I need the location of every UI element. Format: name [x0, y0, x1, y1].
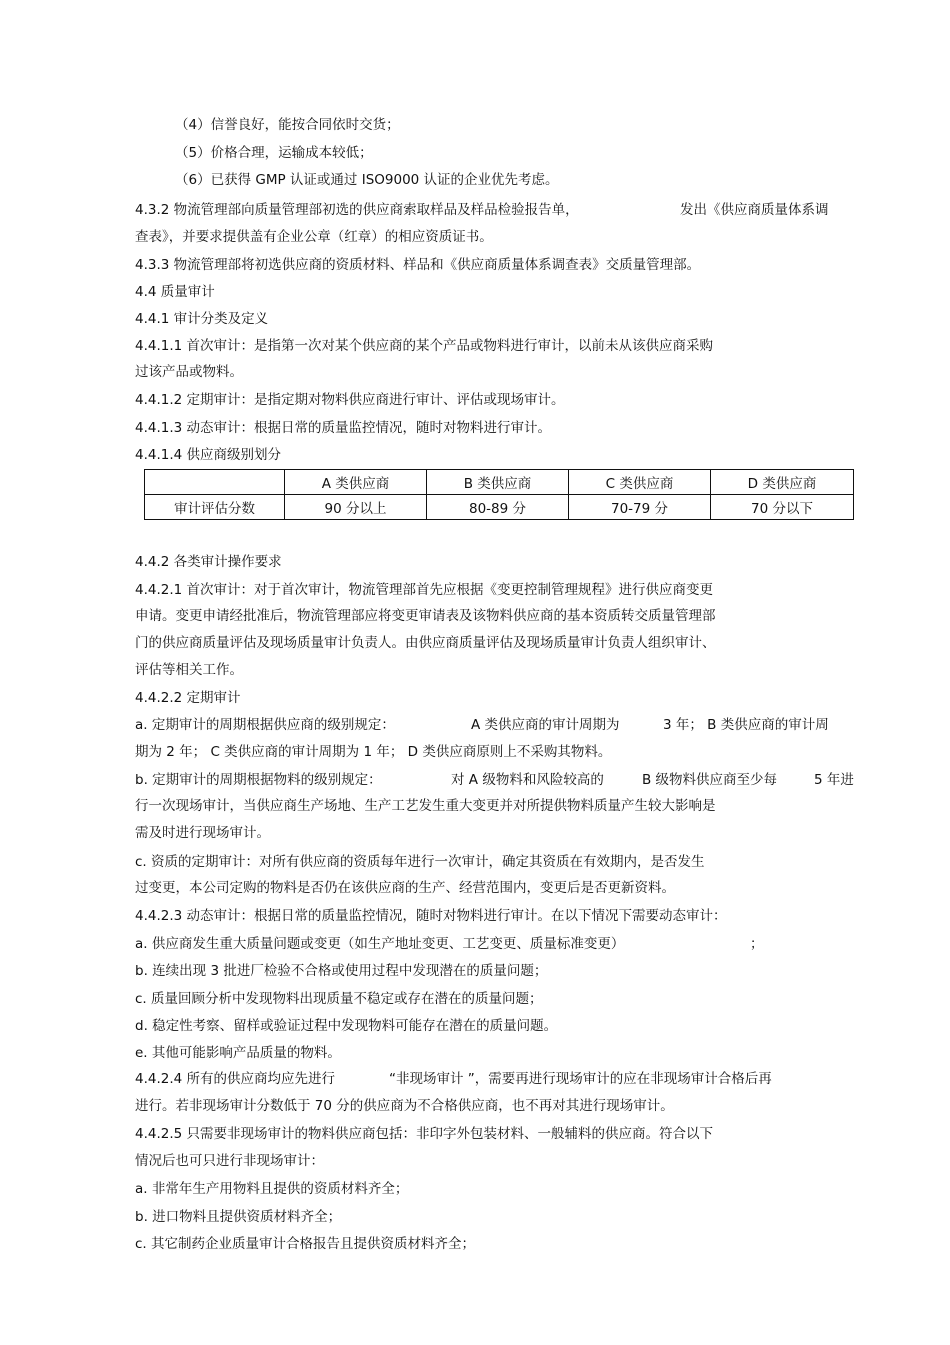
- section-4-4-2-1-line2: 申请。变更申请经批准后，物流管理部应将变更审请表及该物料供应商的基本资质转交质量管理部: [135, 608, 716, 624]
- section-4-4-1-1-line1: 4.4.1.1 首次审计：是指第一次对某个供应商的某个产品或物料进行审计，以前未从该供应商采购: [135, 338, 714, 354]
- section-4-4-2-3-a: a. 供应商发生重大质量问题或变更（如生产地址变更、工艺变更、质量标准变更） ；: [135, 936, 764, 952]
- section-4-4-1-4: 4.4.1.4 供应商级别划分: [135, 447, 282, 463]
- list-item-4: （4）信誉良好，能按合同依时交货；: [175, 117, 400, 133]
- section-4-4-2-2-c-line2: 过变更，本公司定购的物料是否仍在该供应商的生产、经营范围内，变更后是否更新资料。: [135, 880, 675, 896]
- table-row: [145, 495, 854, 520]
- section-4-4-2-5-c: c. 其它制药企业质量审计合格报告且提供资质材料齐全；: [135, 1236, 476, 1252]
- section-4-4-2-1-line4: 评估等相关工作。: [135, 662, 243, 678]
- section-4-4-2-3-d: d. 稳定性考察、留样或验证过程中发现物料可能存在潜在的质量问题。: [135, 1018, 558, 1034]
- table-header-row: [145, 470, 854, 495]
- section-4-4-2-2-heading: 4.4.2.2 定期审计: [135, 690, 241, 706]
- table-header-cell: A 类供应商: [285, 470, 427, 495]
- section-4-4-2-2-b-line3: 需及时进行现场审计。: [135, 825, 270, 841]
- section-4-4-heading: 4.4 质量审计: [135, 284, 215, 300]
- section-4-4-2-3-heading: 4.4.2.3 动态审计：根据日常的质量监控情况，随时对物料进行审计。在以下情况下需要动态审计：: [135, 908, 727, 924]
- table-header-cell: B 类供应商: [427, 470, 569, 495]
- table-cell: 90 分以上: [285, 495, 427, 520]
- section-4-4-2-3-b: b. 连续出现 3 批进厂检验不合格或使用过程中发现潜在的质量问题；: [135, 963, 548, 979]
- table-cell: 80-89 分: [427, 495, 569, 520]
- section-4-4-2-3-c: c. 质量回顾分析中发现物料出现质量不稳定或存在潜在的质量问题；: [135, 991, 543, 1007]
- section-4-4-2-2-a-line1: a. 定期审计的周期根据供应商的级别规定： A 类供应商的审计周期为 3 年； B 类供应商的审计周: [135, 717, 829, 733]
- section-4-4-2-4-line1: 4.4.2.4 所有的供应商均应先进行 “非现场审计 ”，需要再进行现场审计的应在非现场审计合格后再: [135, 1071, 772, 1087]
- section-4-3-2-line2: 查表》，并要求提供盖有企业公章（红章）的相应资质证书。: [135, 229, 493, 245]
- table-cell: 70-79 分: [569, 495, 711, 520]
- list-item-6: （6）已获得 GMP 认证或通过 ISO9000 认证的企业优先考虑。: [175, 172, 559, 188]
- table-cell: 审计评估分数: [145, 495, 285, 520]
- table-header-cell: D 类供应商: [711, 470, 854, 495]
- section-4-4-2-5-a: a. 非常年生产用物料且提供的资质材料齐全；: [135, 1181, 409, 1197]
- supplier-grade-table: [144, 469, 854, 520]
- section-4-4-2-1-line1: 4.4.2.1 首次审计：对于首次审计，物流管理部首先应根据《变更控制管理规程》进行供应商变更: [135, 582, 714, 598]
- table-header-cell: [145, 470, 285, 495]
- table-cell: 70 分以下: [711, 495, 854, 520]
- section-4-3-3: 4.3.3 物流管理部将初选供应商的资质材料、样品和《供应商质量体系调查表》交质量管理部。: [135, 257, 701, 273]
- section-4-4-2-2-a-line2: 期为 2 年； C 类供应商的审计周期为 1 年； D 类供应商原则上不采购其物料。: [135, 744, 612, 760]
- section-4-4-2-3-e: e. 其他可能影响产品质量的物料。: [135, 1045, 341, 1061]
- section-4-4-2-heading: 4.4.2 各类审计操作要求: [135, 554, 282, 570]
- section-4-4-2-2-c-line1: c. 资质的定期审计：对所有供应商的资质每年进行一次审计，确定其资质在有效期内，是否发生: [135, 854, 705, 870]
- section-4-4-2-4-line2: 进行。若非现场审计分数低于 70 分的供应商为不合格供应商，也不再对其进行现场审计。: [135, 1098, 674, 1114]
- section-4-4-2-2-b-line1: b. 定期审计的周期根据物料的级别规定： 对 A 级物料和风险较高的 B 级物料供应商至少每 5 年进: [135, 772, 854, 788]
- section-4-4-2-5-b: b. 进口物料且提供资质材料齐全；: [135, 1209, 342, 1225]
- section-4-4-1-heading: 4.4.1 审计分类及定义: [135, 311, 269, 327]
- section-4-4-2-1-line3: 门的供应商质量评估及现场质量审计负责人。由供应商质量评估及现场质量审计负责人组织审计、: [135, 635, 716, 651]
- table-header-cell: C 类供应商: [569, 470, 711, 495]
- section-4-4-2-2-b-line2: 行一次现场审计，当供应商生产场地、生产工艺发生重大变更并对所提供物料质量产生较大影响是: [135, 798, 716, 814]
- section-4-4-2-5-line2: 情况后也可只进行非现场审计：: [135, 1153, 324, 1169]
- section-4-3-2-line1: 4.3.2 物流管理部向质量管理部初选的供应商索取样品及样品检验报告单， 发出《供应商质量体系调: [135, 202, 829, 218]
- section-4-4-2-5-line1: 4.4.2.5 只需要非现场审计的物料供应商包括：非印字外包装材料、一般辅料的供应商。符合以下: [135, 1126, 714, 1142]
- section-4-4-1-3: 4.4.1.3 动态审计：根据日常的质量监控情况，随时对物料进行审计。: [135, 420, 552, 436]
- list-item-5: （5）价格合理，运输成本较低；: [175, 145, 373, 161]
- section-4-4-1-2: 4.4.1.2 定期审计：是指定期对物料供应商进行审计、评估或现场审计。: [135, 392, 565, 408]
- section-4-4-1-1-line2: 过该产品或物料。: [135, 364, 243, 380]
